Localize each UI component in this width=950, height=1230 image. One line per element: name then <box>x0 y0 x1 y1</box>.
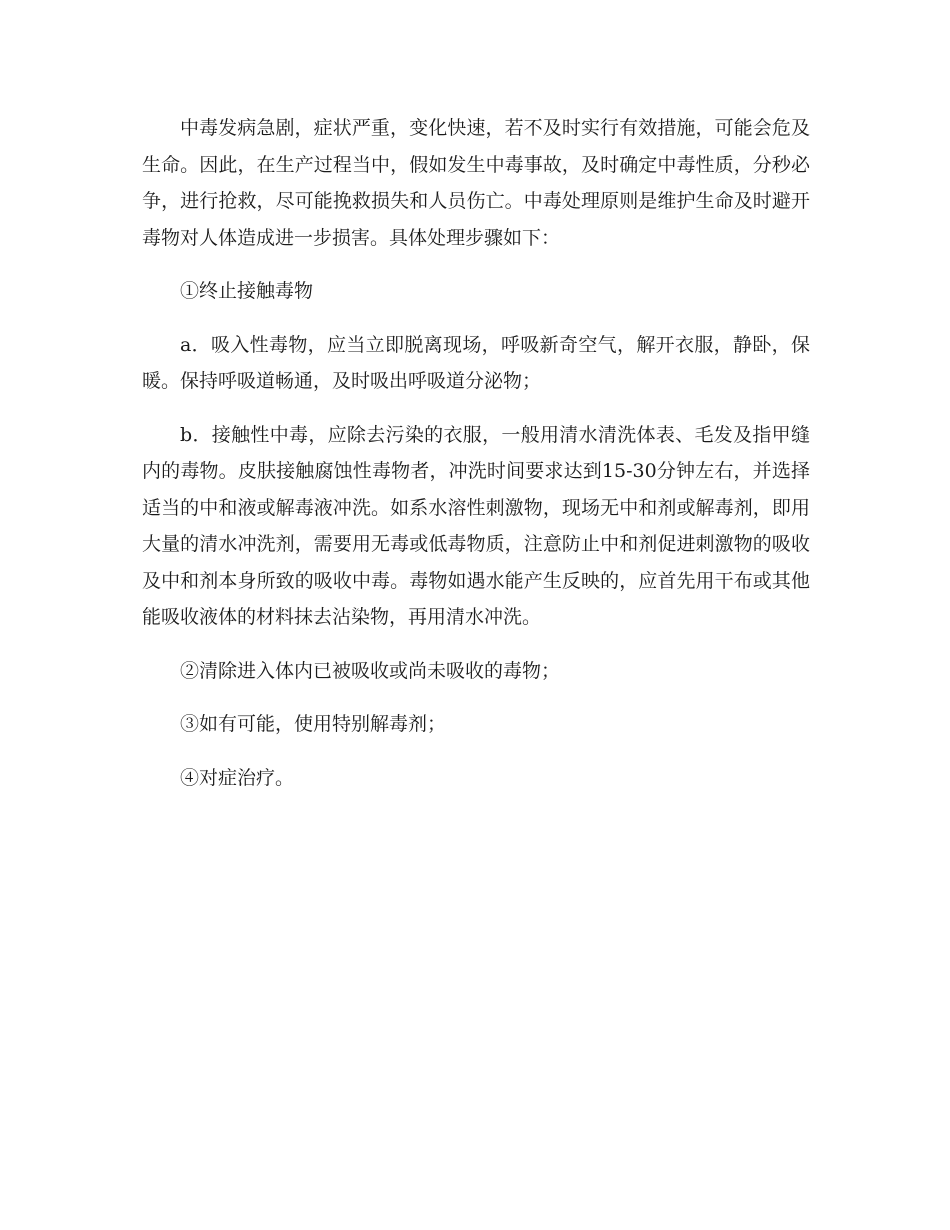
paragraph-step-1: ①终止接触毒物 <box>180 280 314 302</box>
paragraph-step-3: ③如有可能，使用特别解毒剂； <box>180 713 447 735</box>
paragraph-step-1b: b．接触性中毒，应除去污染的衣服，一般用清水清洗体表、毛发及指甲缝内的毒物。皮肤接触腐蚀性毒物者，冲洗时间要求达到15-30分钟左右，并选择适当的中和液或解毒液冲洗。如系水溶性刺激物，现场无中和剂或解毒剂，即用大量的清水冲洗剂，需要用无毒或低毒物质，注意防止中和剂促进刺激物的吸收及中和剂本身所致的吸收中毒。毒物如遇水能产生反映的，应首先用干布或其他能吸收液体的材料抹去沾染物，再用清水冲洗。 <box>142 423 810 628</box>
document-body <box>142 110 810 796</box>
paragraph-step-1a: a．吸入性毒物，应当立即脱离现场，呼吸新奇空气，解开衣服，静卧，保暖。保持呼吸道畅通，及时吸出呼吸道分泌物； <box>142 333 810 392</box>
paragraph-intro: 中毒发病急剧，症状严重，变化快速，若不及时实行有效措施，可能会危及生命。因此，在生产过程当中，假如发生中毒事故，及时确定中毒性质，分秒必争，进行抢救，尽可能挽救损失和人员伤亡。中毒处理原则是维护生命及时避开毒物对人体造成进一步损害。具体处理步骤如下： <box>142 117 810 249</box>
paragraph-step-4: ④对症治疗。 <box>180 766 295 789</box>
paragraph-step-2: ②清除进入体内已被吸收或尚未吸收的毒物； <box>180 659 561 682</box>
